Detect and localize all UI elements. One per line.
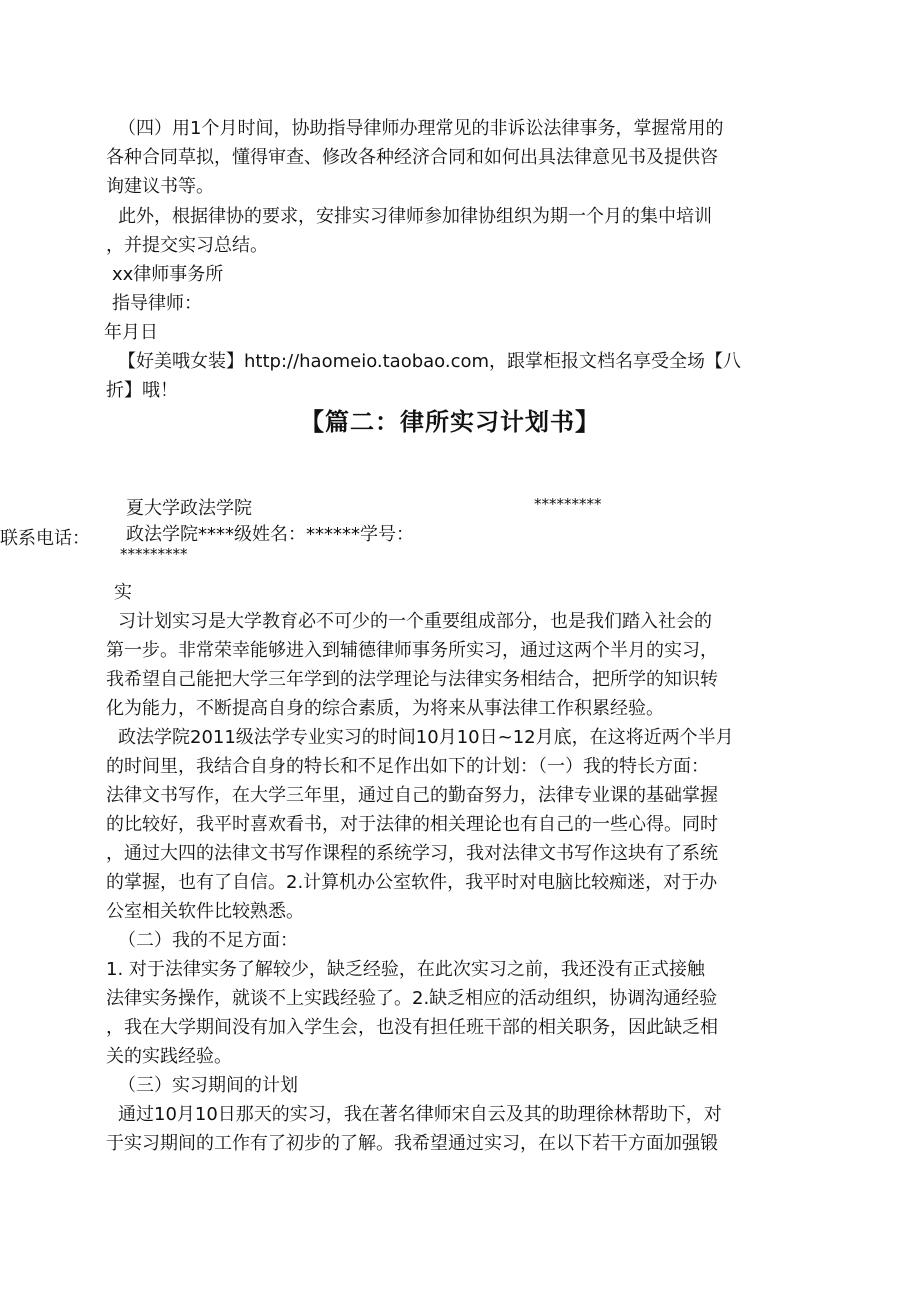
p1-line-1: 习计划实习是大学教育必不可少的一个重要组成部分，也是我们踏入社会的	[118, 611, 712, 632]
p3-line-4: 关的实践经验。	[106, 1046, 232, 1067]
ad-line-2: 折】哦！	[106, 380, 178, 401]
p2-line-4: 的比较好，我平时喜欢看书，对于法律的相关理论也有自己的一些心得。同时	[106, 814, 718, 835]
header-phone-label: 联系电话：	[0, 528, 90, 549]
header-stars-1: *********	[534, 495, 602, 513]
heading-plan: （三）实习期间的计划	[118, 1075, 298, 1096]
section4-line-2: 各种合同草拟，懂得审查、修改各种经济合同和如何出具法律意见书及提供咨	[106, 147, 718, 168]
body-shi: 实	[114, 582, 132, 603]
header-school: 夏大学政法学院	[126, 498, 252, 519]
header-stars-2: *********	[120, 545, 188, 563]
header-class-name: 政法学院****级姓名：******学号：	[126, 524, 414, 545]
ad-line-1: 【好美哦女装】http://haomeio.taobao.com，跟掌柜报文档名享受全场【八	[118, 351, 742, 372]
p2-line-2: 的时间里，我结合自身的特长和不足作出如下的计划：（一）我的特长方面：	[106, 756, 709, 777]
p2-line-6: 的掌握，也有了自信。2.计算机办公室软件，我平时对电脑比较痴迷，对于办	[106, 872, 718, 893]
p2-line-7: 公室相关软件比较熟悉。	[106, 901, 304, 922]
extra-line-1: 此外，根据律协的要求，安排实习律师参加律协组织为期一个月的集中培训	[118, 206, 712, 227]
signature-firm: xx律师事务所	[112, 264, 224, 285]
heading-weakness: （二）我的不足方面：	[118, 930, 298, 951]
p1-line-2: 第一步。非常荣幸能够进入到辅德律师事务所实习，通过这两个半月的实习，	[106, 640, 718, 661]
p2-line-3: 法律文书写作，在大学三年里，通过自己的勤奋努力，法律专业课的基础掌握	[106, 785, 718, 806]
p2-line-1: 政法学院2011级法学专业实习的时间10月10日~12月底，在这将近两个半月	[118, 727, 734, 748]
p1-line-4: 化为能力，不断提高自身的综合素质，为将来从事法律工作积累经验。	[106, 698, 664, 719]
signature-mentor: 指导律师：	[112, 293, 202, 314]
p3-line-3: ，我在大学期间没有加入学生会，也没有担任班干部的相关职务，因此缺乏相	[106, 1017, 718, 1038]
p1-line-3: 我希望自己能把大学三年学到的法学理论与法律实务相结合，把所学的知识转	[106, 669, 718, 690]
extra-line-2: ，并提交实习总结。	[106, 235, 268, 256]
p3-line-1: 1. 对于法律实务了解较少，缺乏经验，在此次实习之前，我还没有正式接触	[106, 959, 705, 980]
p4-line-2: 于实习期间的工作有了初步的了解。我希望通过实习，在以下若干方面加强锻	[106, 1133, 718, 1154]
p4-line-1: 通过10月10日那天的实习，我在著名律师宋自云及其的助理徐林帮助下，对	[118, 1104, 722, 1125]
section4-line-3: 询建议书等。	[106, 176, 214, 197]
p3-line-2: 法律实务操作，就谈不上实践经验了。2.缺乏相应的活动组织，协调沟通经验	[106, 988, 718, 1009]
chapter-title: 【篇二：律所实习计划书】	[300, 408, 600, 436]
section4-line-1: （四）用1个月时间，协助指导律师办理常见的非诉讼法律事务，掌握常用的	[118, 118, 724, 139]
signature-date: 年月日	[104, 322, 158, 343]
p2-line-5: ，通过大四的法律文书写作课程的系统学习，我对法律文书写作这块有了系统	[106, 843, 718, 864]
